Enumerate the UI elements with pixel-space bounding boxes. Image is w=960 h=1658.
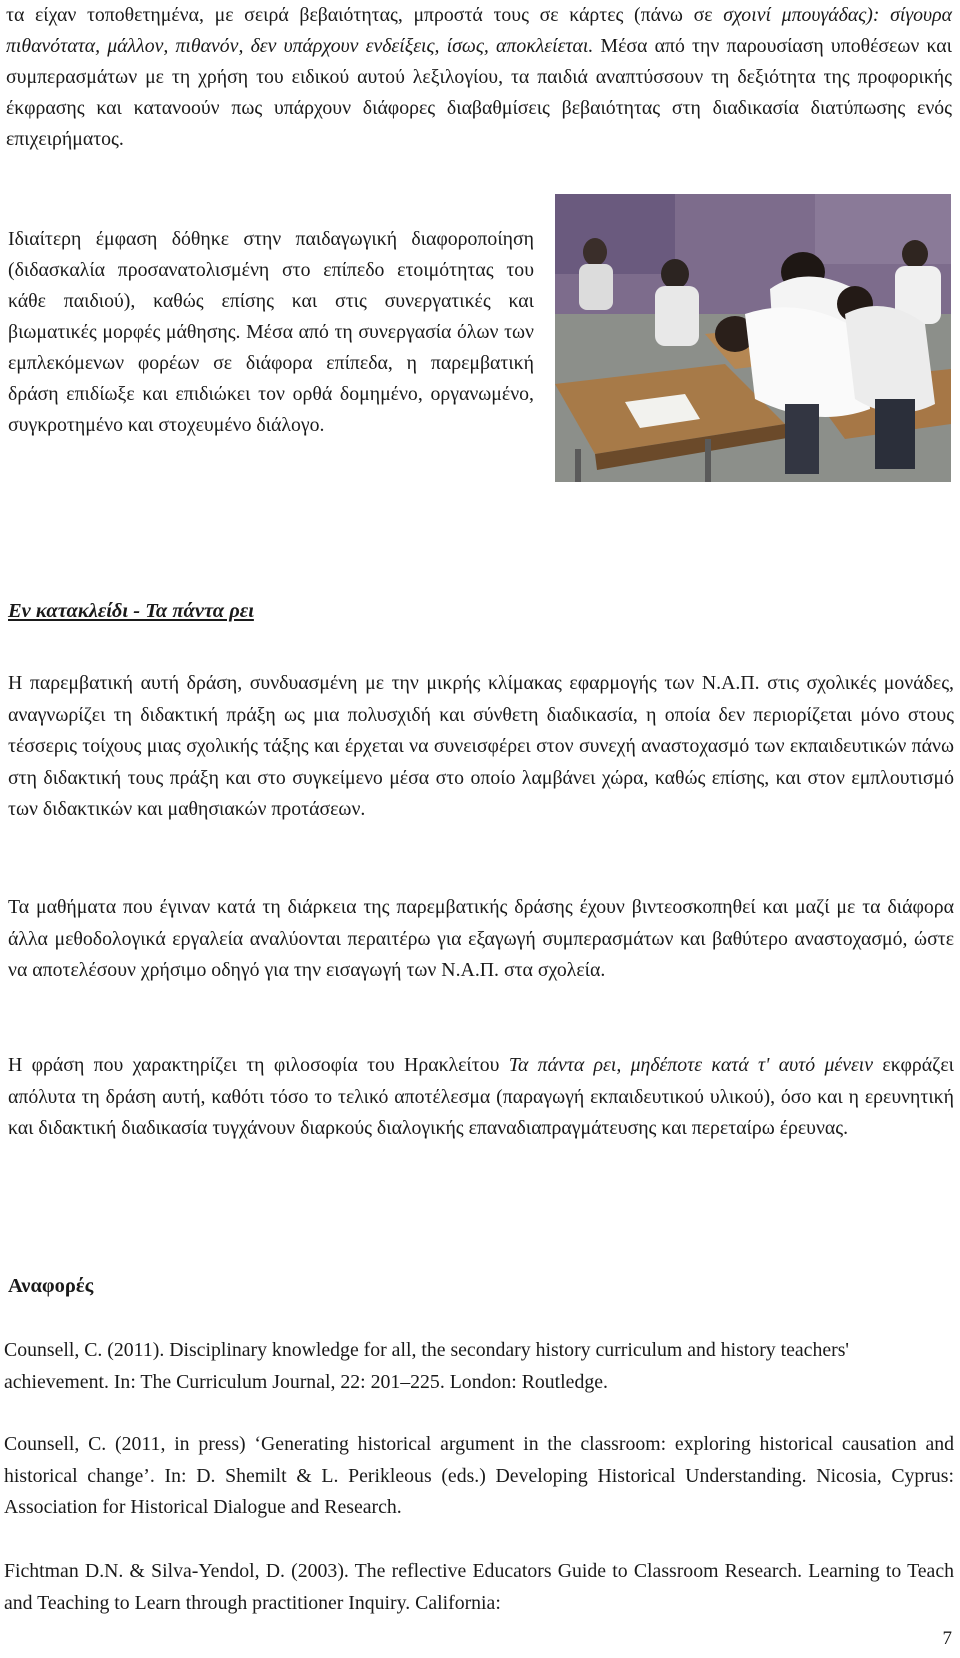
- heraclitus-text-start: Η φράση που χαρακτηρίζει τη φιλοσοφία του Ηρακλείτου: [8, 1054, 509, 1076]
- page-number: 7: [942, 1628, 952, 1649]
- heraclitus-quote: Τα πάντα ρει, μηδέποτε κατά τ' αυτό μένειν: [508, 1054, 874, 1076]
- references-heading: Αναφορές: [8, 1275, 94, 1297]
- classroom-photo-illustration: [555, 194, 951, 482]
- conclusion-paragraph-2: Τα μαθήματα που έγιναν κατά τη διάρκεια της παρεμβατικής δράσης έχουν βιντεοσκοπηθεί και μαζί με τα διάφορα άλλα μεθοδολογικά εργαλεία αναλύονται περαιτέρω για εξαγωγή συμπερασμάτων και βαθύτερο αναστοχασμό, ώστε να αποτελέσουν χρήσιμο οδηγό για την εισαγωγή των Ν.Α.Π. στα σχολεία.: [8, 896, 954, 981]
- reference-item-1: Counsell, C. (2011). Disciplinary knowledge for all, the secondary history curriculum and history teachers' achievement. In: The Curriculum Journal, 22: 201–225. London: Routledge.: [4, 1339, 849, 1393]
- heraclitus-text-end: εκφράζει απόλυτα τη δράση αυτή, καθότι τόσο το τελικό αποτέλεσμα (παραγωγή εκπαιδευτικού υλικού), όσο και η ερευνητική και διδακτική διαδικασία τυγχάνουν διαρκούς διαλογικής επαναδιαπραγμάτευσης και περεταίρω έρευνας.: [8, 1054, 954, 1139]
- intro-text-rest: Μέσα από την παρουσίαση υποθέσεων και συμπερασμάτων με τη χρήση του ειδικού αυτού λεξιλογίου, τα παιδιά αναπτύσσουν τη δεξιότητα της προφορικής έκφρασης και κατανοούν πως υπάρχουν διάφορες διαβαθμίσεις βεβαιότητας στη διαδικασία διατύπωσης ενός επιχειρήματος.: [6, 35, 952, 150]
- classroom-photo: [555, 194, 951, 482]
- intro-italic-text: σχοινί μπουγάδας): σίγουρα πιθανότατα, μάλλον, πιθανόν, δεν υπάρχουν ενδείξεις, ίσως, αποκλείεται.: [6, 4, 952, 57]
- reference-item-3: Fichtman D.N. & Silva-Yendol, D. (2003). The reflective Educators Guide to Classroom Research. Learning to Teach and Teaching to Learn through practitioner Inquiry. California:: [4, 1560, 954, 1614]
- differentiation-paragraph: Ιδιαίτερη έμφαση δόθηκε στην παιδαγωγική διαφοροποίηση (διδασκαλία προσανατολισμένη στο επίπεδο ετοιμότητας του κάθε παιδιού), καθώς επίσης και στις συνεργατικές και βιωματικές μορφές μάθησης. Μέσα από τη συνεργασία όλων των εμπλεκόμενων φορέων σε διάφορα επίπεδα, η παρεμβατική δράση επιδίωξε και επιδιώκει τον ορθά δομημένο, οργανωμένο, συγκροτημένο και στοχευμένο διάλογο.: [8, 228, 534, 436]
- conclusion-heading: Εν κατακλείδι - Τα πάντα ρει: [8, 600, 254, 622]
- intro-text-start: τα είχαν τοποθετημένα, με σειρά βεβαιότητας, μπροστά τους σε κάρτες (πάνω σε: [6, 4, 724, 26]
- conclusion-paragraph-1: Η παρεμβατική αυτή δράση, συνδυασμένη με την μικρής κλίμακας εφαρμογής των Ν.Α.Π. στις σχολικές μονάδες, αναγνωρίζει τη διδακτική πράξη ως μια πολυσχιδή και σύνθετη διαδικασία, η οποία δεν περιορίζεται μόνο στους τέσσερις τοίχους μιας σχολικής τάξης και έρχεται να συνεισφέρει στον συνεχή αναστοχασμό των εκπαιδευτικών πάνω στη διδακτική τους πράξη και στο συγκείμενο μέσα στο οποίο λαμβάνει χώρα, καθώς επίσης, και στον εμπλουτισμό των διδακτικών και μαθησιακών προτάσεων.: [8, 672, 954, 820]
- intro-paragraph: [6, 0, 952, 155]
- conclusion-paragraph-3: [8, 1050, 954, 1145]
- reference-item-2: Counsell, C. (2011, in press) ‘Generating historical argument in the classroom: exploring historical causation and historical change’. In: D. Shemilt & L. Perikleous (eds.) Developing Historical Understanding. Nicosia, Cyprus: Association for Historical Dialogue and Research.: [4, 1433, 954, 1518]
